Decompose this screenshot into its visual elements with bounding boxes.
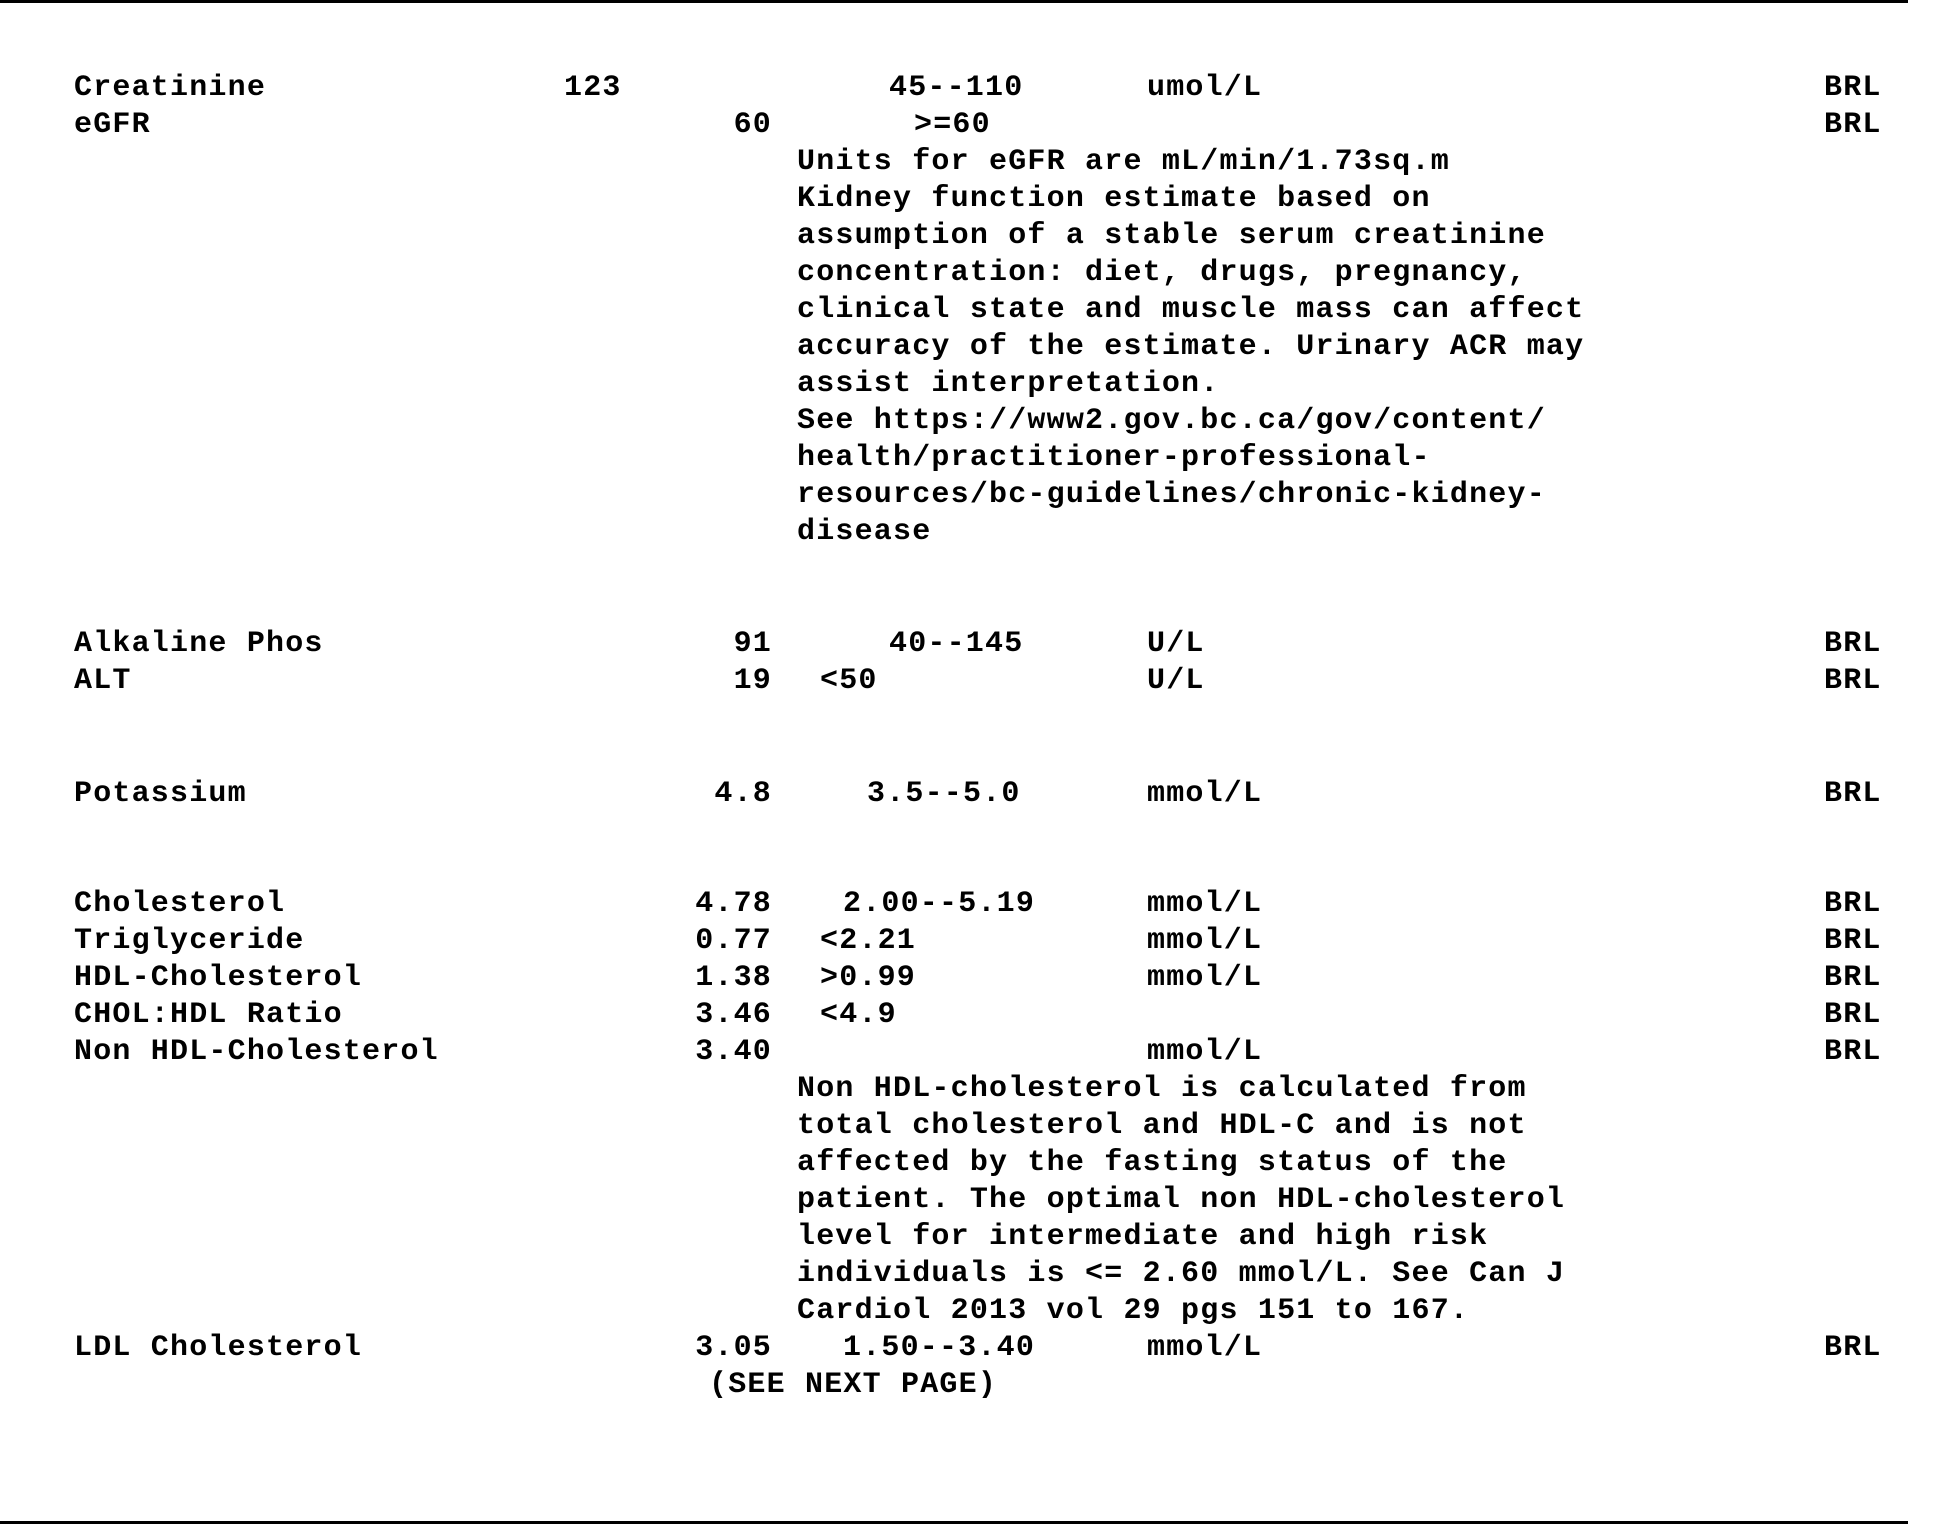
units: mmol/L — [1147, 777, 1263, 811]
test-value: 3.46 — [695, 998, 772, 1032]
comment-line: Non HDL-cholesterol is calculated from — [797, 1072, 1527, 1106]
test-name: Potassium — [74, 777, 247, 811]
lab-code: BRL — [1824, 887, 1882, 921]
test-value: 19 — [733, 664, 772, 698]
units: U/L — [1147, 664, 1205, 698]
lab-code: BRL — [1824, 1035, 1882, 1069]
top-divider — [0, 0, 1908, 3]
comment-line: individuals is <= 2.60 mmol/L. See Can J — [797, 1257, 1566, 1291]
test-name: Triglyceride — [74, 924, 305, 958]
lab-code: BRL — [1824, 71, 1882, 105]
test-value: 0.77 — [695, 924, 772, 958]
test-name: Creatinine — [74, 71, 267, 105]
units: mmol/L — [1147, 887, 1263, 921]
reference-range: 45--110 — [889, 71, 1024, 105]
comment-line-link: health/practitioner-professional- — [797, 441, 1431, 475]
lab-code: BRL — [1824, 777, 1882, 811]
units: U/L — [1147, 627, 1205, 661]
comment-line-link: See https://www2.gov.bc.ca/gov/content/ — [797, 404, 1546, 438]
test-value: 3.40 — [695, 1035, 772, 1069]
lab-code: BRL — [1824, 961, 1882, 995]
test-name: Non HDL-Cholesterol — [74, 1035, 439, 1069]
test-name: LDL Cholesterol — [74, 1331, 363, 1365]
lab-code: BRL — [1824, 1331, 1882, 1365]
units: umol/L — [1147, 71, 1263, 105]
test-name: CHOL:HDL Ratio — [74, 998, 343, 1032]
comment-line: Units for eGFR are mL/min/1.73sq.m — [797, 145, 1450, 179]
comment-line: patient. The optimal non HDL-cholesterol — [797, 1183, 1566, 1217]
comment-line: Kidney function estimate based on — [797, 182, 1431, 216]
comment-line: accuracy of the estimate. Urinary ACR may — [797, 330, 1585, 364]
test-name: Alkaline Phos — [74, 627, 324, 661]
comment-line: total cholesterol and HDL-C and is not — [797, 1109, 1527, 1143]
reference-range: 2.00--5.19 — [843, 887, 1036, 921]
lab-code: BRL — [1824, 108, 1882, 142]
comment-line: affected by the fasting status of the — [797, 1146, 1508, 1180]
comment-line-link: disease — [797, 515, 932, 549]
test-value: 1.38 — [695, 961, 772, 995]
lab-code: BRL — [1824, 924, 1882, 958]
units: mmol/L — [1147, 1035, 1263, 1069]
reference-range: 40--145 — [889, 627, 1024, 661]
reference-range: >0.99 — [820, 961, 917, 995]
units: mmol/L — [1147, 961, 1263, 995]
comment-line: assist interpretation. — [797, 367, 1220, 401]
test-name: eGFR — [74, 108, 151, 142]
test-value: 91 — [733, 627, 772, 661]
comment-line: Cardiol 2013 vol 29 pgs 151 to 167. — [797, 1294, 1470, 1328]
test-value: 4.8 — [714, 777, 772, 811]
reference-range: 3.5--5.0 — [867, 777, 1021, 811]
comment-line: clinical state and muscle mass can affect — [797, 293, 1585, 327]
test-name: HDL-Cholesterol — [74, 961, 363, 995]
lab-code: BRL — [1824, 627, 1882, 661]
test-name: ALT — [74, 664, 132, 698]
lab-code: BRL — [1824, 664, 1882, 698]
test-value: 123 — [564, 71, 622, 105]
comment-line: concentration: diet, drugs, pregnancy, — [797, 256, 1527, 290]
reference-range: >=60 — [914, 108, 991, 142]
reference-range: <2.21 — [820, 924, 917, 958]
bottom-divider — [0, 1521, 1908, 1524]
test-value: 3.05 — [695, 1331, 772, 1365]
reference-range: <4.9 — [820, 998, 897, 1032]
test-value: 60 — [733, 108, 772, 142]
reference-range: <50 — [820, 664, 878, 698]
reference-range: 1.50--3.40 — [843, 1331, 1036, 1365]
test-name: Cholesterol — [74, 887, 286, 921]
comment-line: level for intermediate and high risk — [797, 1220, 1489, 1254]
units: mmol/L — [1147, 1331, 1263, 1365]
units: mmol/L — [1147, 924, 1263, 958]
lab-code: BRL — [1824, 998, 1882, 1032]
comment-line-link: resources/bc-guidelines/chronic-kidney- — [797, 478, 1546, 512]
see-next-page-footer: (SEE NEXT PAGE) — [709, 1368, 998, 1402]
test-value: 4.78 — [695, 887, 772, 921]
comment-line: assumption of a stable serum creatinine — [797, 219, 1546, 253]
